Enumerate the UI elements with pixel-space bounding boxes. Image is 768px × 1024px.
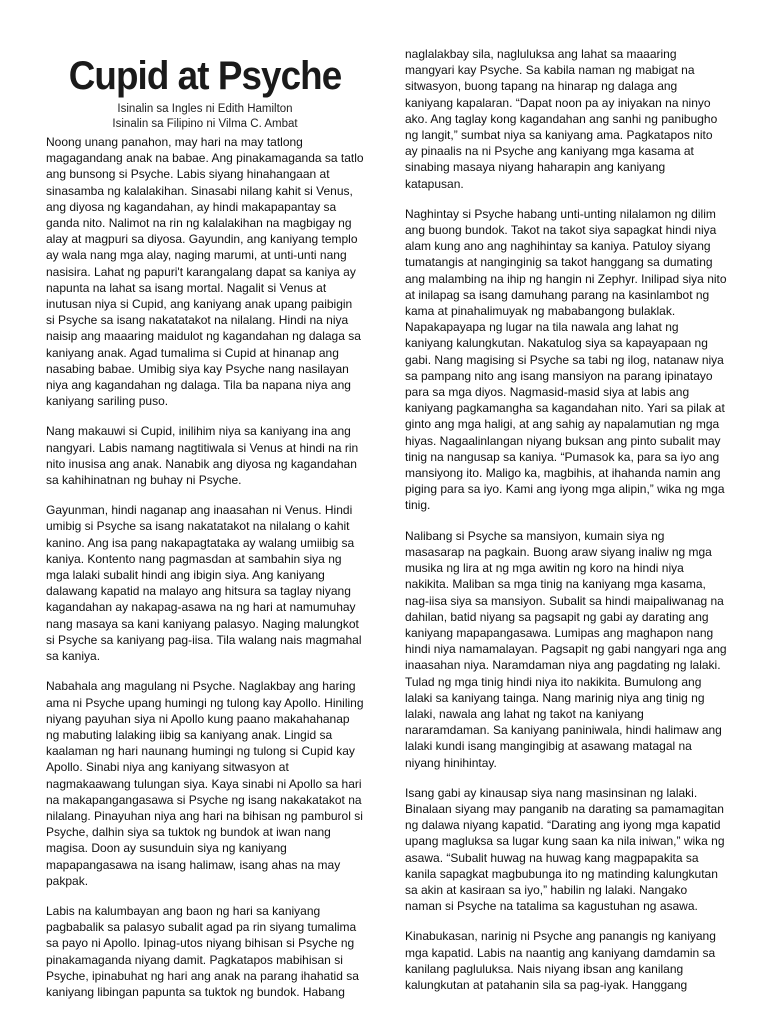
paragraph: Nalibang si Psyche sa mansiyon, kumain siya ng masasarap na pagkain. Buong araw siyang inaliw ng mga musika ng lira at ng mga awitin ng koro na hindi niya nakikita. Maliban sa mga tinig na kaniyang mga kasama, nag-iisa siya sa mansiyon. Subalit sa hindi maipaliwanag na dahilan, batid niyang sa pagsapit ng gabi ay darating ang kaniyang mapapangasawa. Lumipas ang maghapon nang hindi niya namamalayan. Pagsapit ng gabi nangyari nga ang inaasahan niya. Naramdaman niya ang pagdating ng lalaki. Tulad ng mga tinig hindi niya ito nakikita. Bumulong ang lalaki sa kaniyang tainga. Nang marinig niya ang tinig ng lalaki, nawala ang lahat ng takot na kaniyang nararamdaman. Sa kaniyang paniniwala, hindi halimaw ang lalaki kundi isang mangingibig at asawang matagal na niyang hinihintay. xyxy=(405,528,727,770)
paragraph: Naghintay si Psyche habang unti-unting nilalamon ng dilim ang buong bundok. Takot na takot siya sapagkat hindi niya alam kung ano ang naghihintay sa kaniya. Patuloy siyang tumatangis at nanginginig sa takot hanggang sa dumating ang malambing na ihip ng hangin ni Zephyr. Inilipad siya nito at inilapag sa isang damuhang parang na kasinlambot ng kama at pinahalimuyak ng mababangong bulaklak. Napakapayapa ng lugar na tila nawala ang lahat ng kaniyang kalungkutan. Nakatulog siya sa kapayapaan ng gabi. Nang magising si Psyche sa tabi ng ilog, natanaw niya sa pampang nito ang isang mansiyon na parang ipinatayo para sa mga diyos. Nagmasid-masid siya at labis ang kaniyang pagkamangha sa kagandahan nito. Yari sa pilak at ginto ang mga haligi, at ang sahig ay napalamutian ng mga hiyas. Nagaalinlangan niyang buksan ang pinto subalit may tinig na nangusap sa kaniya. “Pumasok ka, para sa iyo ang mansiyong ito. Maligo ka, magbihis, at ihahanda namin ang piging para sa iyo. Kami ang iyong mga alipin,” wika ng mga tinig. xyxy=(405,206,727,513)
paragraph: Nabahala ang magulang ni Psyche. Naglakbay ang haring ama ni Psyche upang humingi ng tulong kay Apollo. Hiniling niyang payuhan siya ni Apollo kung paano makahahanap ng mabuting lalaking iibig sa kaniyang anak. Lingid sa kaalaman ng hari naunang humingi ng tulong si Cupid kay Apollo. Sinabi niya ang kaniyang sitwasyon at nagmakaawang tulungan siya. Kaya sinabi ni Apollo sa hari na makapangangasawa si Psyche ng isang nakakatakot na nilalang. Pinayuhan niya ang hari na bihisan ng pamburol si Psyche, dalhin siya sa tuktok ng bundok at iwan nang magisa. Doon ay susunduin siya ng kaniyang mapapangasawa na isang halimaw, isang ahas na may pakpak. xyxy=(46,679,364,888)
paragraph: Labis na kalumbayan ang baon ng hari sa kaniyang pagbabalik sa palasyo subalit agad pa rin siyang tumalima sa payo ni Apollo. Ipinag-utos niyang bihisan si Psyche ng pinakamaganda niyang damit. Pagkatapos mabihisan si Psyche, ipinabuhat ng hari ang anak na parang ihahatid sa kaniyang libingan papunta sa tuktok ng bundok. Habang xyxy=(46,903,359,999)
page-title: Cupid at Psyche xyxy=(68,54,342,98)
right-column xyxy=(405,0,727,1007)
paragraph: Gayunman, hindi naganap ang inaasahan ni Venus. Hindi umibig si Psyche sa isang nakatatakot na nilalang o kahit kanino. Ang isa pang nakapagtataka ay walang umiibig sa kaniya. Kontento nang pagmasdan at sambahin siya ng mga lalaki subalit hindi ang ibigin siya. Ang kaniyang dalawang kapatid na malayo ang hitsura sa taglay niyang kagandahan ay nakapag-asawa na ng hari at namumuhay nang masaya sa kani kaniyang palasyo. Naging malungkot si Psyche sa kaniyang pag-iisa. Tila walang nais magmahal sa kaniya. xyxy=(46,503,362,664)
paragraph: Noong unang panahon, may hari na may tatlong magagandang anak na babae. Ang pinakamaganda sa tatlo ang bunsong si Psyche. Labis siyang hinahangaan at sinasamba ng kalalakihan. Sinasabi nilang kahit si Venus, ang diyosa ng kagandahan, ay hindi makapapantay sa ganda nito. Nalimot na rin ng kalalakihan na magbigay ng alay at magpuri sa diyosa. Gayundin, ang kaniyang templo ay wala nang mga alay, naging marumi, at unti-unti nang nasisira. Lahat ng papuri't karangalang dapat sa kaniya ay napunta na lahat sa isang mortal. Nagalit si Venus at inutusan niya si Cupid, ang kaniyang anak upang paibigin si Psyche sa isang nakatatakot na nilalang. Hindi na niya naisip ang maaaring maidulot ng kagandahan ng dalaga sa kaniyang anak. Agad tumalima si Cupid at hinanap ang nasabing babae. Umibig siya kay Psyche nang nasilayan niya ang kagandahan ng dalaga. Tila ba napana niya ang kaniyang sariling puso. xyxy=(46,135,364,409)
paragraph: Isang gabi ay kinausap siya nang masinsinan ng lalaki. Binalaan siyang may panganib na darating sa pamamagitan ng dalawa niyang kapatid. “Darating ang iyong mga kapatid upang magluksa sa lugar kung saan ka nila iniwan,” wika ng asawa. “Subalit huwag na huwag kang magpapakita sa kanila sapagkat magbubunga ito ng matinding kalungkutan sa akin at kasiraan sa iyo,” habilin ng lalaki. Nangako naman si Psyche na tatalima sa kagustuhan ng asawa. xyxy=(405,785,725,914)
paragraph: naglalakbay sila, nagluluksa ang lahat sa maaaring mangyari kay Psyche. Sa kabila naman ng mabigat na sitwasyon, buong tapang na hinarap ng dalaga ang kaniyang kapalaran. “Dapat noon pa ay iniyakan na ninyo ako. Ang taglay kong kagandahan ang sanhi ng panibugho ng langit,” sumbat niya sa kaniyang ama. Pagkatapos nito ay pinaalis na ni Psyche ang kaniyang mga kasama at sinabing masaya niyang haharapin ang kaniyang katapusan. xyxy=(405,47,718,191)
left-column xyxy=(46,0,364,1014)
filipino-translation-credit: Isinalin sa Filipino ni Vilma C. Ambat xyxy=(112,118,298,130)
paragraph: Nang makauwi si Cupid, inilihim niya sa kaniyang ina ang nangyari. Labis namang nagtitiwala si Venus at hindi na rin nito inusisa ang anak. Nanabik ang diyosa ng kagandahan sa kahihinatnan ng buhay ni Psyche. xyxy=(46,424,359,488)
english-translation-credit: Isinalin sa Ingles ni Edith Hamilton xyxy=(117,103,293,115)
paragraph: Kinabukasan, narinig ni Psyche ang panangis ng kaniyang mga kapatid. Labis na naantig ang kaniyang damdamin sa kanilang pagluluksa. Nais niyang ibsan ang kanilang kalungkutan at patahanin sila sa pag-iyak. Hanggang xyxy=(405,929,716,992)
